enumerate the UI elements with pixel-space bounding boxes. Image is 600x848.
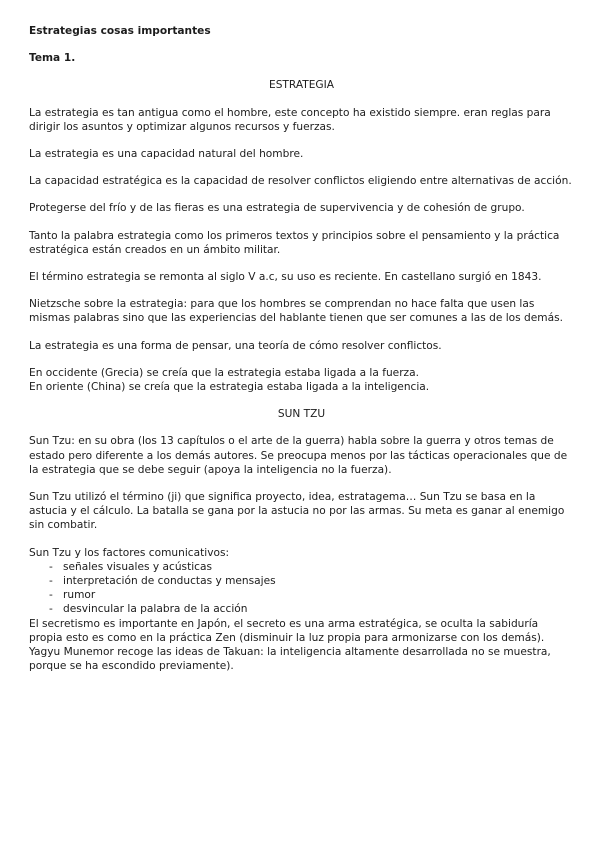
list-item: - rumor bbox=[49, 588, 574, 602]
paragraph: El término estrategia se remonta al siglo V a.c, su uso es reciente. En castellano surgió en 1843. bbox=[29, 271, 542, 284]
paragraph-yagyu: Yagyu Munemor recoge las ideas de Takuan: la inteligencia altamente desarrollada no se muestra, porque se ha escondido previamente). bbox=[29, 646, 551, 673]
document-title: Estrategias cosas importantes bbox=[29, 25, 211, 37]
paragraph: Protegerse del frío y de las fieras es una estrategia de supervivencia y de cohesión de grupo. bbox=[29, 202, 525, 215]
paragraph: Sun Tzu utilizó el término (ji) que significa proyecto, idea, estratagema… Sun Tzu se basa en la astucia y el cálculo. La batalla se gana por la astucia no por las armas. Su meta es ganar al enemigo sin combatir. bbox=[29, 491, 565, 532]
list-item: - desvincular la palabra de la acción bbox=[49, 602, 574, 616]
section-heading-estrategia: ESTRATEGIA bbox=[269, 79, 334, 92]
paragraph: La capacidad estratégica es la capacidad de resolver conflictos eligiendo entre alternativas de acción. bbox=[29, 175, 572, 188]
paragraph: La estrategia es una forma de pensar, una teoría de cómo resolver conflictos. bbox=[29, 339, 442, 352]
paragraph-secretismo: El secretismo es importante en Japón, el secreto es una arma estratégica, se oculta la sabiduría propia esto es como en la práctica Zen (disminuir la luz propia para armonizarse con los demás). bbox=[29, 617, 545, 644]
paragraph-occidente: En occidente (Grecia) se creía que la estrategia estaba ligada a la fuerza. bbox=[29, 366, 419, 379]
list-item: - señales visuales y acústicas bbox=[49, 560, 574, 574]
section-heading-sun-tzu: SUN TZU bbox=[277, 408, 326, 421]
list-item: - interpretación de conductas y mensajes bbox=[49, 574, 574, 588]
paragraph: La estrategia es tan antigua como el hombre, este concepto ha existido siempre. eran reglas para dirigir los asuntos y optimizar algunos recursos y fuerzas. bbox=[29, 106, 551, 133]
factors-intro: Sun Tzu y los factores comunicativos: bbox=[29, 546, 230, 559]
factors-list bbox=[29, 560, 574, 617]
document-page bbox=[29, 24, 574, 674]
paragraph: Sun Tzu: en su obra (los 13 capítulos o el arte de la guerra) habla sobre la guerra y otros temas de estado pero diferente a los demás autores. Se preocupa menos por las tácticas operacionales que de la estrategia que se debe seguir (apoya la inteligencia no la fuerza). bbox=[29, 435, 568, 476]
paragraph-oriente: En oriente (China) se creía que la estrategia estaba ligada a la inteligencia. bbox=[29, 381, 430, 394]
paragraph: Nietzsche sobre la estrategia: para que los hombres se comprendan no hace falta que usen las mismas palabras sino que las experiencias del hablante tienen que ser comunes a las de los demás. bbox=[29, 298, 563, 325]
paragraph: Tanto la palabra estrategia como los primeros textos y principios sobre el pensamiento y la práctica estratégica están creados en un ámbito militar. bbox=[29, 229, 560, 256]
paragraph: La estrategia es una capacidad natural del hombre. bbox=[29, 148, 304, 161]
tema-label: Tema 1. bbox=[29, 52, 76, 65]
